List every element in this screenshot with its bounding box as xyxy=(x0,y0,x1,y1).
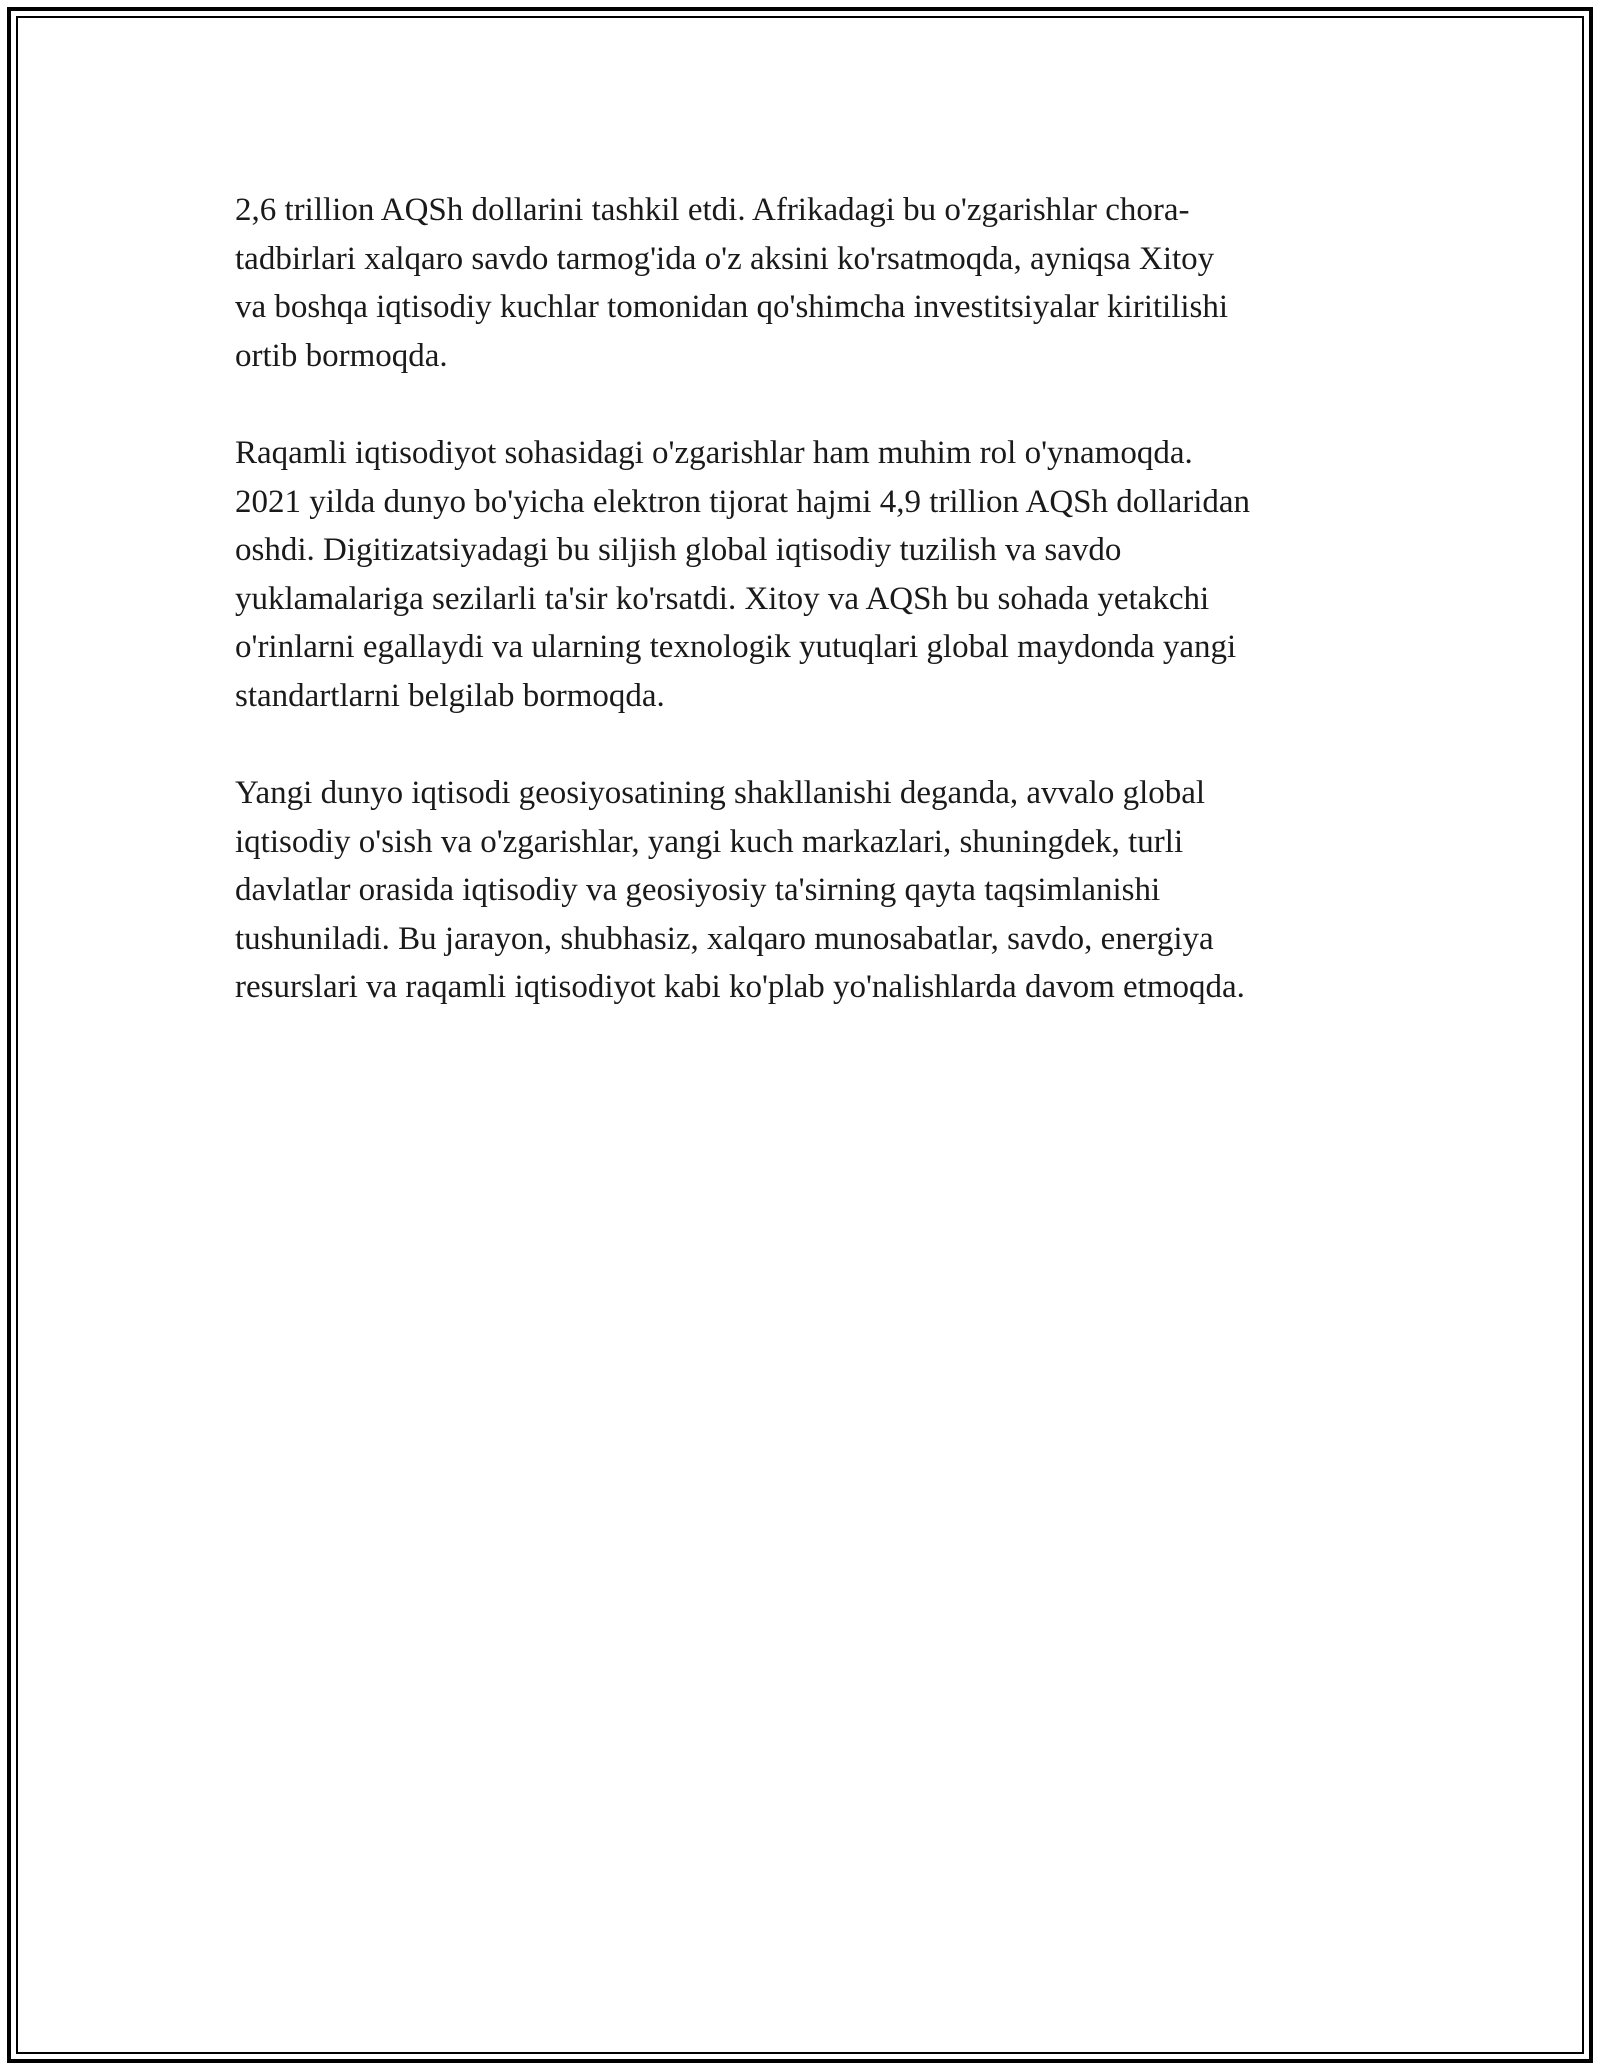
text-line: oshdi. Digitizatsiyadagi bu siljish global iqtisodiy tuzilish va savdo xyxy=(235,532,1122,568)
text-line: iqtisodiy o'sish va o'zgarishlar, yangi kuch markazlari, shuningdek, turli xyxy=(235,823,1184,860)
text-line: resurslari va raqamli iqtisodiyot kabi ko'plab yo'nalishlarda davom etmoqda. xyxy=(235,969,1245,1005)
text-line: va boshqa iqtisodiy kuchlar tomonidan qo'shimcha investitsiyalar kiritilishi xyxy=(235,289,1229,325)
text-line: 2,6 trillion AQSh dollarini tashkil etdi. Afrikadagi bu o'zgarishlar chora- xyxy=(235,192,1190,228)
text-line: yuklamalariga sezilarli ta'sir ko'rsatdi. Xitoy va AQSh bu sohada yetakchi xyxy=(235,580,1210,617)
paragraph-1 xyxy=(235,186,1385,380)
paragraph-2 xyxy=(235,429,1385,720)
text-line: 2021 yilda dunyo bo'yicha elektron tijorat hajmi 4,9 trillion AQSh dollaridan xyxy=(235,483,1251,520)
text-line: tadbirlari xalqaro savdo tarmog'ida o'z aksini ko'rsatmoqda, ayniqsa Xitoy xyxy=(235,240,1215,277)
text-line: o'rinlarni egallaydi va ularning texnologik yutuqlari global maydonda yangi xyxy=(235,629,1237,665)
paragraph-3 xyxy=(235,769,1385,1012)
text-line: davlatlar orasida iqtisodiy va geosiyosiy ta'sirning qayta taqsimlanishi xyxy=(235,872,1161,908)
text-line: Raqamli iqtisodiyot sohasidagi o'zgarishlar ham muhim rol o'ynamoqda. xyxy=(235,435,1193,471)
document-body xyxy=(235,186,1385,1061)
text-line: tushuniladi. Bu jarayon, shubhasiz, xalqaro munosabatlar, savdo, energiya xyxy=(235,920,1214,957)
text-line: ortib bormoqda. xyxy=(235,337,448,374)
text-line: Yangi dunyo iqtisodi geosiyosatining shakllanishi deganda, avvalo global xyxy=(235,775,1206,811)
text-line: standartlarni belgilab bormoqda. xyxy=(235,677,665,714)
